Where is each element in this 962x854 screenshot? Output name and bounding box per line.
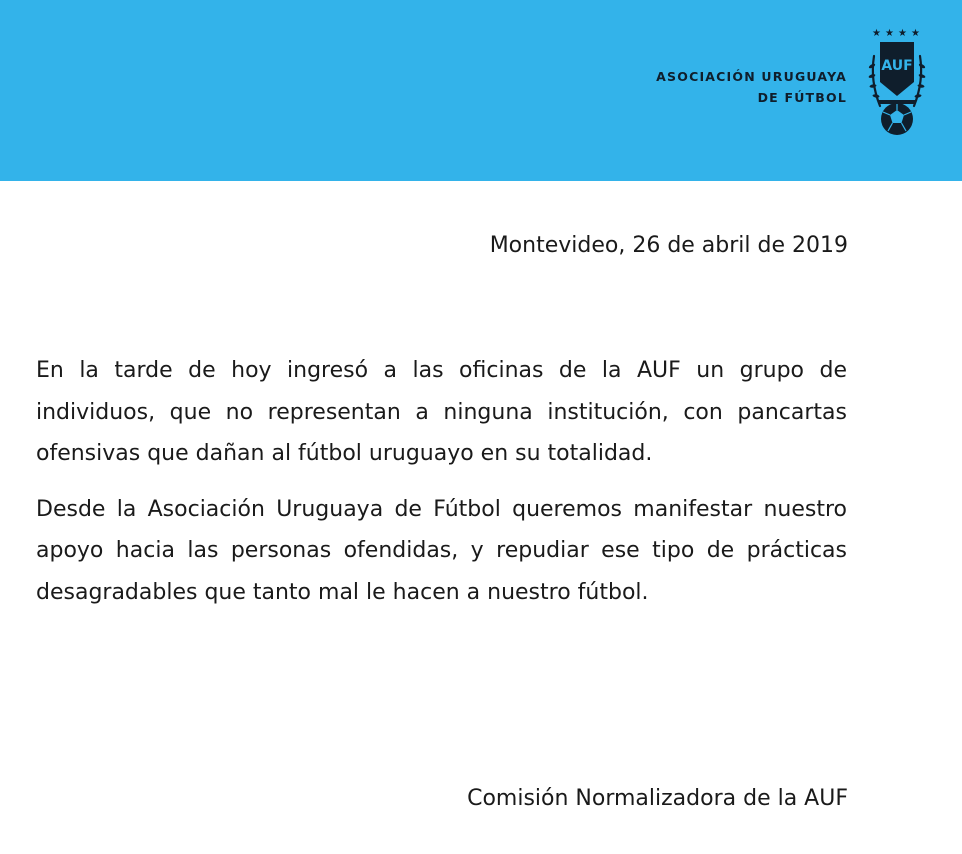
star-icon: ★ — [898, 28, 907, 39]
org-name-line-1: ASOCIACIÓN URUGUAYA — [656, 69, 847, 84]
org-name-line-2: DE FÚTBOL — [757, 90, 847, 105]
letter-body — [36, 350, 847, 627]
soccer-ball-icon — [881, 103, 913, 135]
body-paragraph: En la tarde de hoy ingresó a las oficinas de la AUF un grupo de individuos, que no representan a ninguna institución, con pancartas ofensivas que dañan al fútbol uruguayo en su totalidad. — [36, 358, 847, 466]
letterhead-banner — [0, 0, 962, 181]
star-icon: ★ — [885, 28, 894, 39]
auf-crest-logo — [866, 26, 928, 138]
letter-signature: Comisión Normalizadora de la AUF — [467, 786, 848, 811]
star-icon: ★ — [911, 28, 920, 39]
body-paragraph: Desde la Asociación Uruguaya de Fútbol queremos manifestar nuestro apoyo hacia las personas ofendidas, y repudiar ese tipo de prácticas desagradables que tanto mal le hacen a nuestro fútbol. — [36, 496, 847, 605]
star-icon: ★ — [872, 28, 881, 39]
letter-date: Montevideo, 26 de abril de 2019 — [489, 233, 848, 258]
logo-text: AUF — [881, 58, 913, 74]
organization-name — [656, 66, 847, 108]
